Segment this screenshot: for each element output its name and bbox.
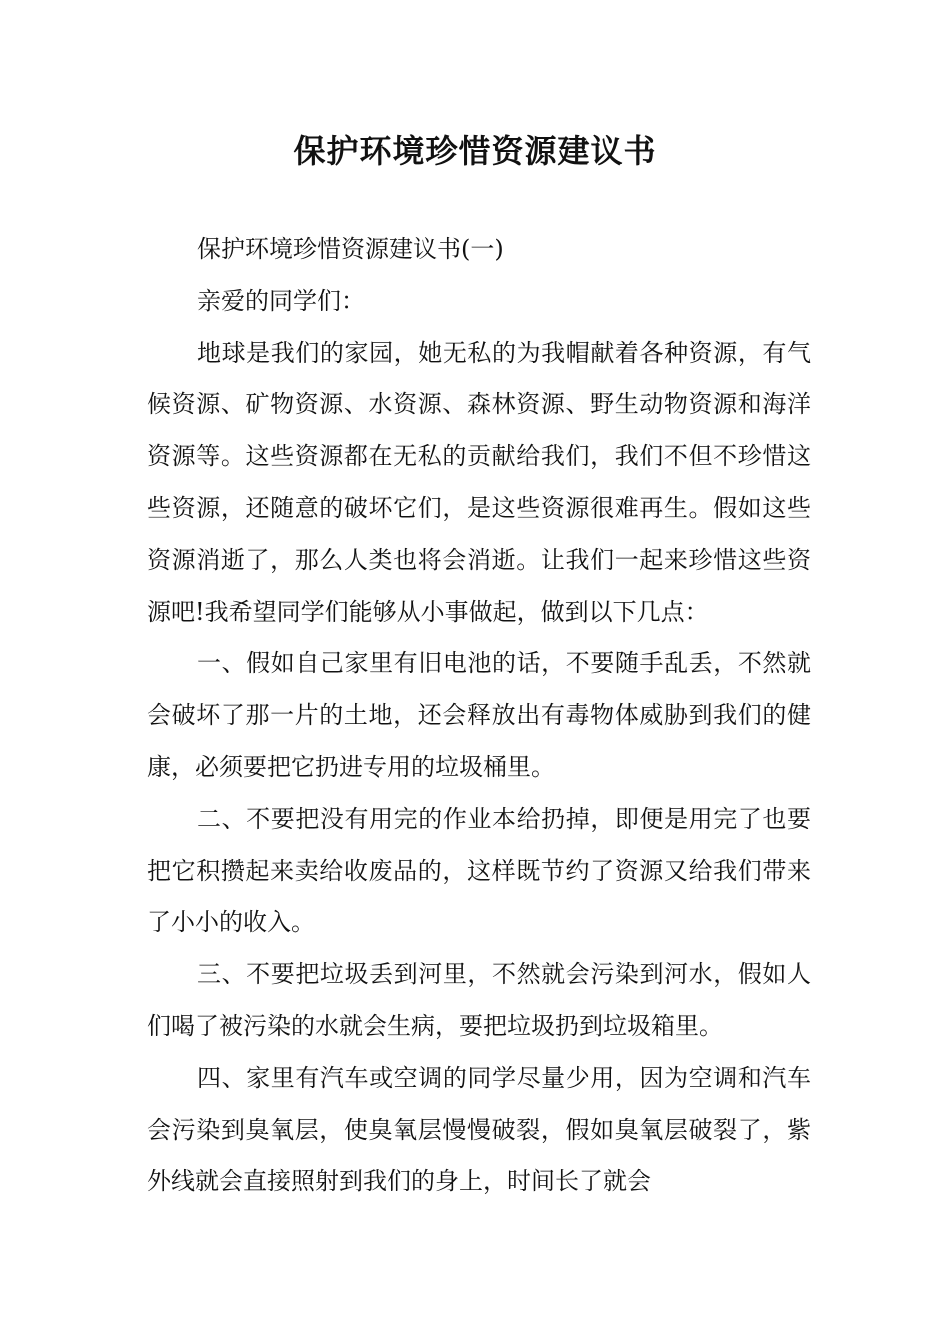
salutation-paragraph: 亲爱的同学们： — [197, 286, 365, 315]
point-four-paragraph: 四、家里有汽车或空调的同学尽量少用，因为空调和汽车会污染到臭氧层，使臭氧层慢慢破裂，假如臭氧层破裂了，紫外线就会直接照射到我们的身上，时间长了就会 — [147, 1063, 811, 1196]
point-two-paragraph: 二、不要把没有用完的作业本给扔掉，即便是用完了也要把它积攒起来卖给收废品的，这样既节约了资源又给我们带来了小小的收入。 — [147, 804, 811, 937]
point-three-paragraph: 三、不要把垃圾丢到河里，不然就会污染到河水，假如人们喝了被污染的水就会生病，要把垃圾扔到垃圾箱里。 — [147, 960, 811, 1040]
subtitle-paragraph: 保护环境珍惜资源建议书(一) — [197, 235, 504, 263]
document-body — [147, 224, 811, 1208]
point-one-paragraph: 一、假如自己家里有旧电池的话，不要随手乱丢，不然就会破坏了那一片的土地，还会释放出有毒物体威胁到我们的健康，必须要把它扔进专用的垃圾桶里。 — [147, 649, 811, 781]
intro-paragraph: 地球是我们的家园，她无私的为我帽献着各种资源，有气候资源、矿物资源、水资源、森林资源、野生动物资源和海洋资源等。这些资源都在无私的贡献给我们，我们不但不珍惜这些资源，还随意的破坏它们，是这些资源很难再生。假如这些资源消逝了，那么人类也将会消逝。让我们一起来珍惜这些资源吧!我希望同学们能够从小事做起，做到以下几点： — [147, 338, 811, 626]
document-title: 保护环境珍惜资源建议书 — [293, 132, 657, 170]
